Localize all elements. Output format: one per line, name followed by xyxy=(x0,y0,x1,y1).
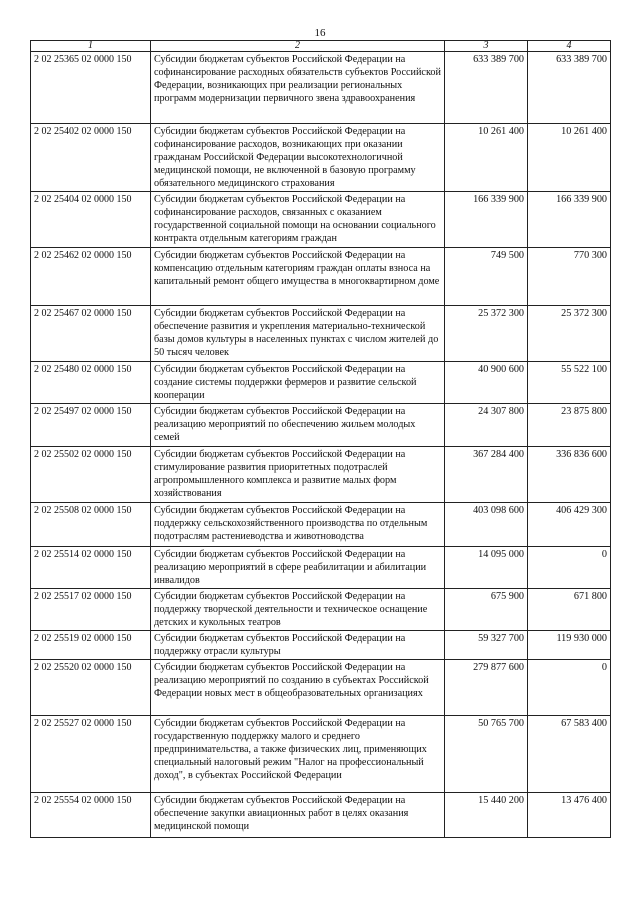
row-description: Субсидии бюджетам субъектов Российской Федерации на реализацию мероприятий по созданию в субъектах Российской Федерации новых мест в общеобразовательных организациях xyxy=(151,660,445,716)
row-value-col3: 24 307 800 xyxy=(445,404,528,447)
table-row xyxy=(31,362,611,404)
row-value-col3: 166 339 900 xyxy=(445,192,528,248)
row-value-col3: 14 095 000 xyxy=(445,547,528,589)
row-value-col4: 671 800 xyxy=(528,589,611,631)
row-description: Субсидии бюджетам субъектов Российской Федерации на поддержку сельскохозяйственного производства по отдельным подотраслям растениеводства и животноводства xyxy=(151,503,445,547)
row-code: 2 02 25480 02 0000 150 xyxy=(31,362,151,404)
row-description: Субсидии бюджетам субъектов Российской Федерации на софинансирование расходов, возникающих при оказании гражданам Российской Федерации высокотехнологичной медицинской помощи, не включенной в базовую программу обязательного медицинского страхования xyxy=(151,124,445,192)
row-description: Субсидии бюджетам субъектов Российской Федерации на стимулирование развития приоритетных подотраслей агропромышленного комплекса и развитие малых форм хозяйствования xyxy=(151,447,445,503)
row-code: 2 02 25517 02 0000 150 xyxy=(31,589,151,631)
table-body xyxy=(31,52,611,838)
row-description: Субсидии бюджетам субъектов Российской Федерации на софинансирование расходных обязательств субъектов Российской Федерации, возникающих при реализации региональных программ модернизации первичного звена здравоохранения xyxy=(151,52,445,124)
row-code: 2 02 25519 02 0000 150 xyxy=(31,631,151,660)
row-value-col4: 55 522 100 xyxy=(528,362,611,404)
table-row xyxy=(31,660,611,716)
row-value-col3: 25 372 300 xyxy=(445,306,528,362)
row-description: Субсидии бюджетам субъектов Российской Федерации на реализацию мероприятий по обеспечению жильем молодых семей xyxy=(151,404,445,447)
row-description: Субсидии бюджетам субъектов Российской Федерации на поддержку творческой деятельности и техническое оснащение детских и кукольных театров xyxy=(151,589,445,631)
row-code: 2 02 25462 02 0000 150 xyxy=(31,248,151,306)
row-value-col3: 367 284 400 xyxy=(445,447,528,503)
budget-table xyxy=(30,40,611,838)
table-row xyxy=(31,306,611,362)
row-value-col3: 633 389 700 xyxy=(445,52,528,124)
row-code: 2 02 25497 02 0000 150 xyxy=(31,404,151,447)
row-value-col3: 403 098 600 xyxy=(445,503,528,547)
row-code: 2 02 25508 02 0000 150 xyxy=(31,503,151,547)
row-value-col4: 0 xyxy=(528,547,611,589)
table-row xyxy=(31,589,611,631)
row-value-col3: 59 327 700 xyxy=(445,631,528,660)
row-description: Субсидии бюджетам субъектов Российской Федерации на поддержку отрасли культуры xyxy=(151,631,445,660)
row-value-col4: 13 476 400 xyxy=(528,793,611,838)
row-value-col4: 770 300 xyxy=(528,248,611,306)
row-value-col3: 15 440 200 xyxy=(445,793,528,838)
row-value-col4: 336 836 600 xyxy=(528,447,611,503)
row-code: 2 02 25502 02 0000 150 xyxy=(31,447,151,503)
table-row xyxy=(31,631,611,660)
row-value-col4: 166 339 900 xyxy=(528,192,611,248)
column-header-4: 4 xyxy=(528,41,611,52)
row-value-col4: 67 583 400 xyxy=(528,716,611,793)
column-header-1: 1 xyxy=(31,41,151,52)
row-code: 2 02 25402 02 0000 150 xyxy=(31,124,151,192)
row-description: Субсидии бюджетам субъектов Российской Федерации на создание системы поддержки фермеров и развитие сельской кооперации xyxy=(151,362,445,404)
row-value-col3: 50 765 700 xyxy=(445,716,528,793)
table-row xyxy=(31,52,611,124)
table-header xyxy=(31,41,611,52)
row-value-col4: 119 930 000 xyxy=(528,631,611,660)
table-row xyxy=(31,716,611,793)
column-header-2: 2 xyxy=(151,41,445,52)
row-value-col3: 675 900 xyxy=(445,589,528,631)
table-row xyxy=(31,547,611,589)
row-description: Субсидии бюджетам субъектов Российской Федерации на обеспечение развития и укрепления материально-технической базы домов культуры в населенных пунктах с числом жителей до 50 тысяч человек xyxy=(151,306,445,362)
row-value-col3: 279 877 600 xyxy=(445,660,528,716)
row-value-col4: 25 372 300 xyxy=(528,306,611,362)
row-code: 2 02 25467 02 0000 150 xyxy=(31,306,151,362)
row-description: Субсидии бюджетам субъектов Российской Федерации на обеспечение закупки авиационных работ в целях оказания медицинской помощи xyxy=(151,793,445,838)
table-row xyxy=(31,447,611,503)
table-row xyxy=(31,248,611,306)
row-code: 2 02 25554 02 0000 150 xyxy=(31,793,151,838)
row-value-col3: 40 900 600 xyxy=(445,362,528,404)
row-value-col4: 406 429 300 xyxy=(528,503,611,547)
row-code: 2 02 25365 02 0000 150 xyxy=(31,52,151,124)
table-row xyxy=(31,503,611,547)
page-number: 16 xyxy=(314,27,326,39)
row-value-col4: 10 261 400 xyxy=(528,124,611,192)
row-value-col3: 749 500 xyxy=(445,248,528,306)
row-description: Субсидии бюджетам субъектов Российской Федерации на государственную поддержку малого и среднего предпринимательства, а также физических лиц, применяющих специальный налоговый режим "Налог на профессиональный доход", в субъектах Российской Федерации xyxy=(151,716,445,793)
table-row xyxy=(31,192,611,248)
row-description: Субсидии бюджетам субъектов Российской Федерации на компенсацию отдельным категориям граждан оплаты взноса на капитальный ремонт общего имущества в многоквартирном доме xyxy=(151,248,445,306)
row-code: 2 02 25527 02 0000 150 xyxy=(31,716,151,793)
row-description: Субсидии бюджетам субъектов Российской Федерации на софинансирование расходов, связанных с оказанием государственной социальной помощи на основании социального контракта отдельным категориям граждан xyxy=(151,192,445,248)
row-value-col4: 23 875 800 xyxy=(528,404,611,447)
row-value-col4: 0 xyxy=(528,660,611,716)
row-code: 2 02 25520 02 0000 150 xyxy=(31,660,151,716)
column-header-3: 3 xyxy=(445,41,528,52)
table-row xyxy=(31,793,611,838)
row-code: 2 02 25404 02 0000 150 xyxy=(31,192,151,248)
row-code: 2 02 25514 02 0000 150 xyxy=(31,547,151,589)
table-row xyxy=(31,404,611,447)
row-value-col3: 10 261 400 xyxy=(445,124,528,192)
row-description: Субсидии бюджетам субъектов Российской Федерации на реализацию мероприятий в сфере реабилитации и абилитации инвалидов xyxy=(151,547,445,589)
table-row xyxy=(31,124,611,192)
row-value-col4: 633 389 700 xyxy=(528,52,611,124)
